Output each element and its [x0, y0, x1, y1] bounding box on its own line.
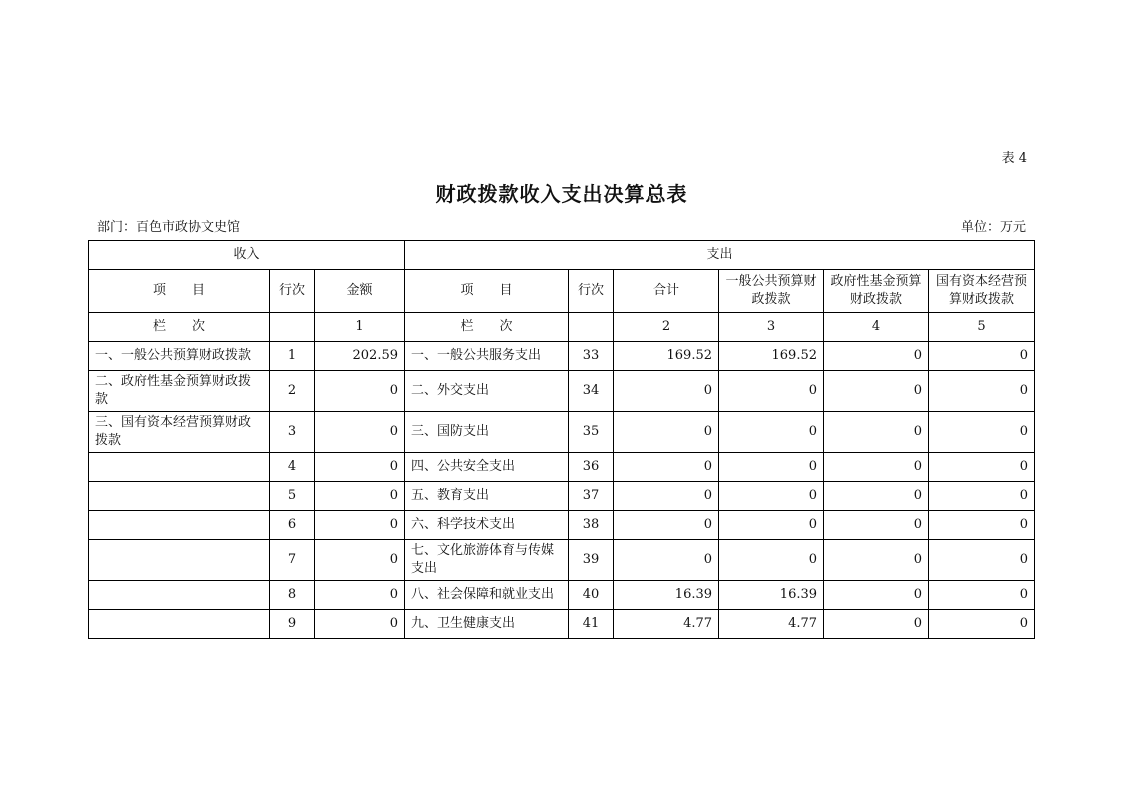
expense-group-header: 支出: [405, 241, 1035, 270]
income-item-cell: [89, 610, 270, 639]
total-cell: 0: [614, 482, 719, 511]
income-line-cell: 4: [270, 453, 315, 482]
fund-cell: 0: [824, 482, 929, 511]
general-cell: 0: [719, 371, 824, 412]
col-header-line: 行次: [270, 270, 315, 313]
table-row: [89, 482, 1035, 511]
income-item-cell: 三、国有资本经营预算财政拨款: [89, 412, 270, 453]
total-cell: 0: [614, 371, 719, 412]
income-line-cell: 1: [270, 342, 315, 371]
col-index-amount: 1: [315, 313, 405, 342]
col-header-expense-item: 项 目: [405, 270, 569, 313]
expense-line-cell: 33: [569, 342, 614, 371]
expense-line-cell: 40: [569, 581, 614, 610]
state-cell: 0: [929, 540, 1035, 581]
general-cell: 16.39: [719, 581, 824, 610]
col-index-general: 3: [719, 313, 824, 342]
income-line-cell: 6: [270, 511, 315, 540]
total-cell: 169.52: [614, 342, 719, 371]
income-amount-cell: 0: [315, 371, 405, 412]
state-cell: 0: [929, 371, 1035, 412]
col-index-label: 栏 次: [89, 313, 270, 342]
expense-line-cell: 35: [569, 412, 614, 453]
total-cell: 0: [614, 540, 719, 581]
column-header-row: [89, 270, 1035, 313]
state-cell: 0: [929, 511, 1035, 540]
department-name: 百色市政协文史馆: [136, 220, 241, 235]
table-row: [89, 412, 1035, 453]
income-item-cell: [89, 453, 270, 482]
general-cell: 0: [719, 453, 824, 482]
table-row: [89, 342, 1035, 371]
total-cell: 0: [614, 453, 719, 482]
col-index-total: 2: [614, 313, 719, 342]
expense-item-cell: 二、外交支出: [405, 371, 569, 412]
table-row: [89, 453, 1035, 482]
income-item-cell: [89, 482, 270, 511]
expense-line-cell: 34: [569, 371, 614, 412]
income-line-cell: 9: [270, 610, 315, 639]
state-cell: 0: [929, 342, 1035, 371]
group-header-row: [89, 241, 1035, 270]
unit-label: 单位：万元: [960, 220, 1026, 235]
fund-cell: 0: [824, 412, 929, 453]
col-index-expense-label: 栏 次: [405, 313, 569, 342]
income-line-cell: 3: [270, 412, 315, 453]
general-cell: 0: [719, 511, 824, 540]
expense-item-cell: 四、公共安全支出: [405, 453, 569, 482]
income-amount-cell: 202.59: [315, 342, 405, 371]
fund-cell: 0: [824, 453, 929, 482]
income-amount-cell: 0: [315, 610, 405, 639]
income-line-cell: 8: [270, 581, 315, 610]
budget-table: [88, 240, 1035, 639]
col-header-expense-line: 行次: [569, 270, 614, 313]
col-index-expense-line: [569, 313, 614, 342]
page-title: 财政拨款收入支出决算总表: [435, 182, 688, 206]
expense-line-cell: 39: [569, 540, 614, 581]
income-amount-cell: 0: [315, 581, 405, 610]
state-cell: 0: [929, 453, 1035, 482]
income-amount-cell: 0: [315, 412, 405, 453]
income-line-cell: 2: [270, 371, 315, 412]
state-cell: 0: [929, 610, 1035, 639]
income-amount-cell: 0: [315, 511, 405, 540]
general-cell: 0: [719, 540, 824, 581]
col-header-amount: 金额: [315, 270, 405, 313]
total-cell: 16.39: [614, 581, 719, 610]
table-row: [89, 540, 1035, 581]
expense-line-cell: 37: [569, 482, 614, 511]
col-header-total: 合计: [614, 270, 719, 313]
general-cell: 0: [719, 482, 824, 511]
fund-cell: 0: [824, 511, 929, 540]
state-cell: 0: [929, 412, 1035, 453]
expense-line-cell: 36: [569, 453, 614, 482]
expense-item-cell: 六、科学技术支出: [405, 511, 569, 540]
expense-item-cell: 九、卫生健康支出: [405, 610, 569, 639]
department-line: [97, 216, 240, 235]
income-group-header: 收入: [89, 241, 405, 270]
expense-line-cell: 41: [569, 610, 614, 639]
total-cell: 0: [614, 412, 719, 453]
expense-item-cell: 八、社会保障和就业支出: [405, 581, 569, 610]
state-cell: 0: [929, 482, 1035, 511]
col-index-state: 5: [929, 313, 1035, 342]
col-header-general: 一般公共预算财政拨款: [719, 270, 824, 313]
income-item-cell: 一、一般公共预算财政拨款: [89, 342, 270, 371]
fund-cell: 0: [824, 540, 929, 581]
expense-item-cell: 七、文化旅游体育与传媒支出: [405, 540, 569, 581]
fund-cell: 0: [824, 342, 929, 371]
total-cell: 4.77: [614, 610, 719, 639]
fund-cell: 0: [824, 610, 929, 639]
income-amount-cell: 0: [315, 540, 405, 581]
expense-line-cell: 38: [569, 511, 614, 540]
general-cell: 169.52: [719, 342, 824, 371]
col-header-item: 项 目: [89, 270, 270, 313]
table-row: [89, 511, 1035, 540]
expense-item-cell: 三、国防支出: [405, 412, 569, 453]
expense-item-cell: 五、教育支出: [405, 482, 569, 511]
income-item-cell: [89, 511, 270, 540]
fund-cell: 0: [824, 371, 929, 412]
income-line-cell: 7: [270, 540, 315, 581]
department-label: 部门：: [97, 220, 137, 235]
income-item-cell: [89, 540, 270, 581]
general-cell: 4.77: [719, 610, 824, 639]
col-header-state: 国有资本经营预算财政拨款: [929, 270, 1035, 313]
total-cell: 0: [614, 511, 719, 540]
general-cell: 0: [719, 412, 824, 453]
state-cell: 0: [929, 581, 1035, 610]
income-item-cell: 二、政府性基金预算财政拨款: [89, 371, 270, 412]
fund-cell: 0: [824, 581, 929, 610]
income-line-cell: 5: [270, 482, 315, 511]
income-amount-cell: 0: [315, 482, 405, 511]
income-amount-cell: 0: [315, 453, 405, 482]
col-index-fund: 4: [824, 313, 929, 342]
col-header-fund: 政府性基金预算财政拨款: [824, 270, 929, 313]
table-row: [89, 371, 1035, 412]
table-row: [89, 610, 1035, 639]
col-index-line: [270, 313, 315, 342]
income-item-cell: [89, 581, 270, 610]
table-row: [89, 581, 1035, 610]
column-index-row: [89, 313, 1035, 342]
expense-item-cell: 一、一般公共服务支出: [405, 342, 569, 371]
table-number: 表 4: [1001, 151, 1027, 166]
